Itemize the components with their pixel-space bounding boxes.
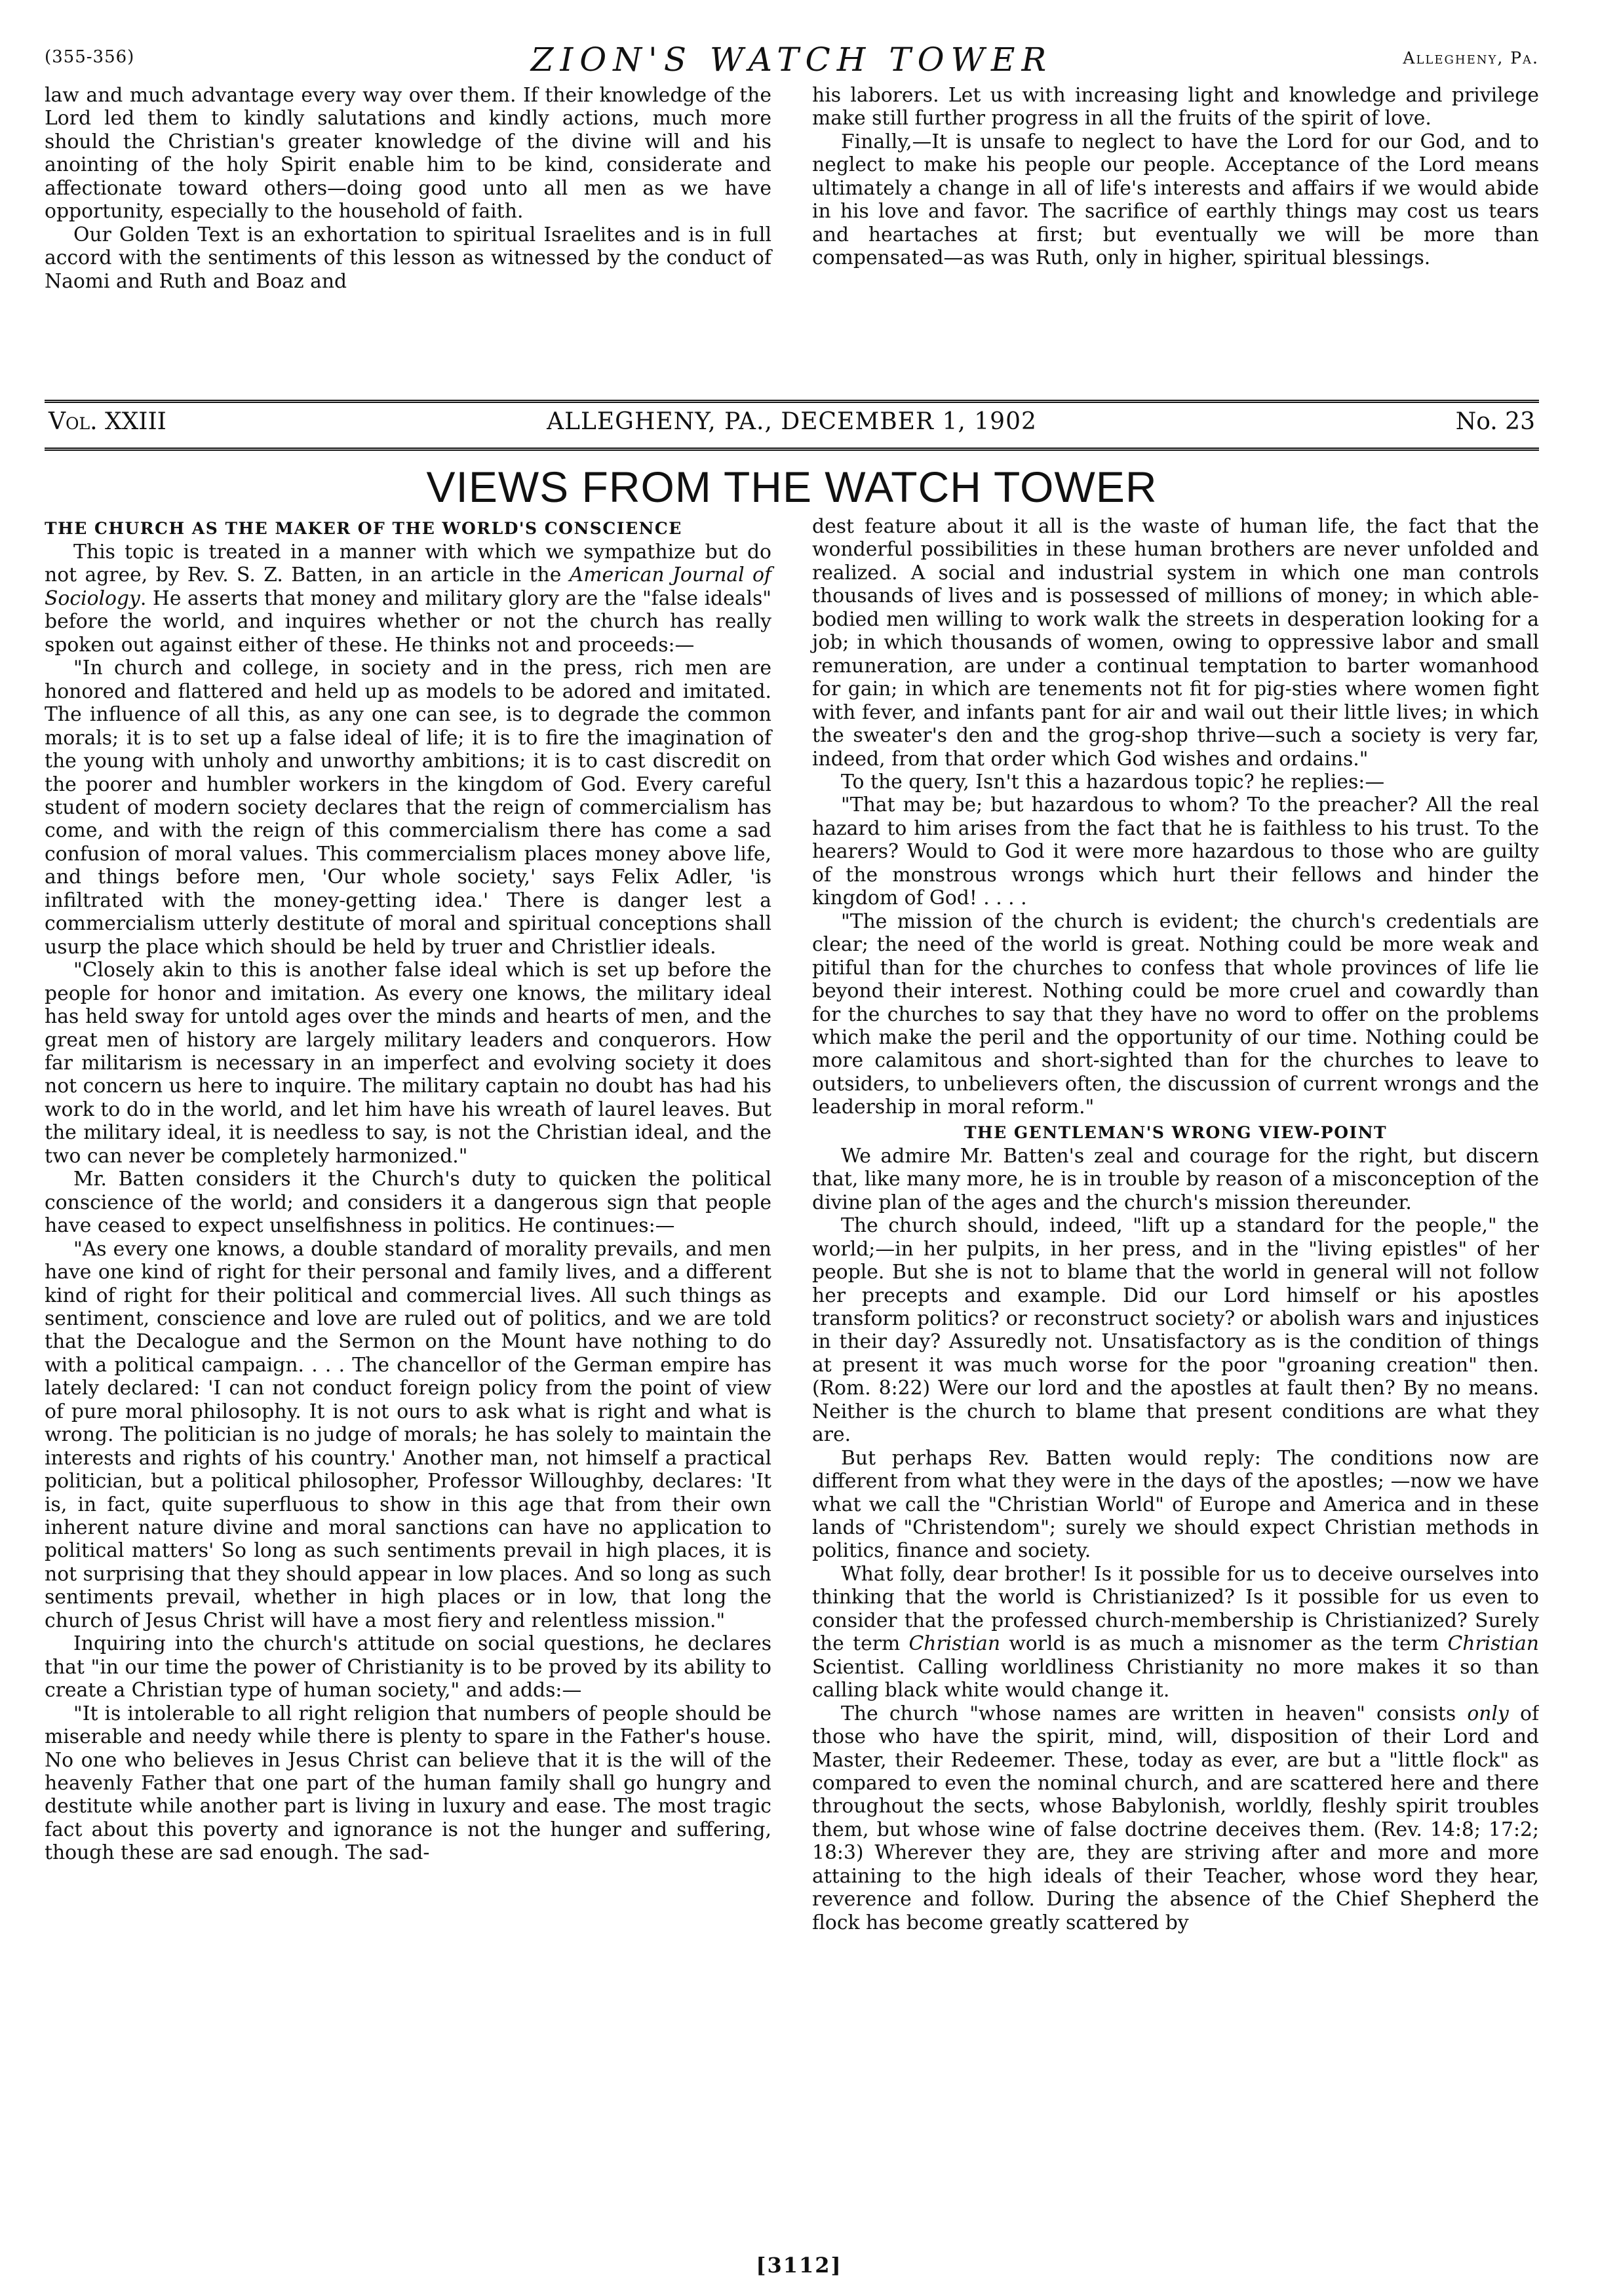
quotation: "The mission of the church is evident; the church's credentials are clear; the need of the world is great. Nothing could be more weak and pitiful than for the churches to confess that whole provinces of life lie beyond their interest. Nothing could be more cruel and cowardly than for the churches to say that they have no word to offer on the problems which make the peril and the opportunity of our time. Nothing could be more calamitous and short-sighted than for the churches to leave to outsiders, to unbelievers often, the discussion of current wrongs and the leadership in moral reform."	[812, 909, 1539, 1119]
emphasis: only	[1467, 1702, 1509, 1725]
main-column-right	[812, 515, 1539, 2225]
top-column-left	[45, 84, 771, 392]
paragraph: law and much advantage every way over them. If their knowledge of the Lord led them to kindly salutations and kindly actions, much more should the Christian's greater knowledge of the divine will and his anointing of the holy Spirit enable him to be kind, considerate and affectionate toward others—doing good unto all men as we have opportunity, especially to the household of faith.	[45, 84, 771, 223]
text-run: of those who have the spirit, mind, will, disposition of their Lord and Master, their Redeemer. These, today as ever, are but a "little flock" as compared to even the nominal church, and are scattered here and there throughout the sects, whose Babylonish, worldly, fleshly spirit troubles them, but whose wine of false doctrine deceives them. (Rev. 14:8; 17:2; 18:3) Wherever they are, they are striving after and more and more attaining to the high ideals of their Teacher, whose word they hear, reverence and follow. During the absence of the Chief Shepherd the flock has become greatly scattered by	[812, 1702, 1539, 1934]
volume-label: Vol. XXIII	[49, 408, 166, 435]
main-column-left	[45, 515, 771, 2225]
paragraph	[812, 1702, 1539, 1935]
page-number: [3112]	[756, 2253, 842, 2278]
subsection-heading: THE GENTLEMAN'S WRONG VIEW-POINT	[964, 1122, 1388, 1142]
quotation: "Closely akin to this is another false ideal which is set up before the people for honor and imitation. As every one knows, the military ideal has held sway for untold ages over the minds and hearts of men, and the great men of history are largely military leaders and conquerors. How far militarism is necessary in an imperfect and evolving society it does not concern us here to inquire. The military captain no doubt has had his work to do in the world, and let him have his wreath of laurel leaves. But the military ideal, it is needless to say, is not the Christian ideal, and the two can never be completely harmonized."	[45, 959, 771, 1168]
paragraph: Mr. Batten considers it the Church's duty to quicken the political conscience of the world; and considers it a dangerous sign that people have ceased to expect unselfishness in politics. He continues:—	[45, 1168, 771, 1238]
paragraph: dest feature about it all is the waste of human life, the fact that the wonderful possibilities in these human brothers are never unfolded and realized. A social and industrial system in which one man controls thousands of lives and is possessed of millions of money; in which able-bodied men willing to work walk the streets in desperation looking for a job; in which thousands of women, owing to oppressive labor and small remuneration, are under a continual temptation to barter womanhood for gain; in which are tenements not fit for pig-sties where women fight with fever, and infants pant for air and wail out their little lives; in which the sweater's den and the grog-shop thrive—such a society is very far, indeed, from that order which God wishes and ordains."	[812, 515, 1539, 771]
emphasis: Christian	[1447, 1632, 1539, 1656]
text-run: Scientist. Calling worldliness Christianity no more makes it so than calling black white would change it.	[812, 1655, 1539, 1702]
paragraph: Our Golden Text is an exhortation to spiritual Israelites and is in full accord with the sentiments of this lesson as witnessed by the conduct of Naomi and Ruth and Boaz and	[45, 223, 771, 293]
publication-place: Allegheny, Pa.	[1403, 48, 1539, 67]
text-run: world is as much a misnomer as the term	[1000, 1632, 1448, 1656]
page-range: (355-356)	[45, 47, 135, 67]
text-run: The church "whose names are written in heaven" consists	[841, 1702, 1468, 1725]
article-heading: THE CHURCH AS THE MAKER OF THE WORLD'S CONSCIENCE	[45, 519, 682, 538]
text-run: This topic is treated in a manner with which we sympathize but do not agree, by Rev. S. Z. Batten, in an article in the	[45, 541, 771, 587]
dateline: ALLEGHENY, PA., DECEMBER 1, 1902	[547, 408, 1037, 435]
continued-article	[45, 84, 1539, 392]
paragraph	[812, 1563, 1539, 1702]
emphasis: Christian	[908, 1632, 1001, 1656]
text-run: What folly, dear brother! Is it possible for us to deceive ourselves into thinking that the world is Christianized? Is it possible for us even to consider that the professed church-membership is Christianized? Surely the term	[812, 1562, 1539, 1656]
quotation: "In church and college, in society and in the press, rich men are honored and flattered and held up as models to be adored and imitated. The influence of all this, as any one can see, is to degrade the common morals; it is to set up a false ideal of life; it is to fire the imagination of the young with unholy and unworthy ambitions; it is to cast discredit on the poorer and humbler workers in the kingdom of God. Every careful student of modern society declares that the reign of commercialism has come, and with the reign of this commercialism there has come a sad confusion of moral values. This commercialism places money above life, and things before men, 'Our whole society,' says Felix Adler, 'is infiltrated with the money-getting idea.' There is danger lest a commercialism utterly destitute of moral and spiritual conceptions shall usurp the place which should be held by truer and Christlier ideals.	[45, 657, 771, 959]
section-title: VIEWS FROM THE WATCH TOWER	[426, 463, 1158, 511]
quotation: "It is intolerable to all right religion that numbers of people should be miserable and needy while there is plenty to spare in the Father's house. No one who believes in Jesus Christ can believe that it is the will of the heavenly Father that one part of the human family shall go hungry and destitute while another part is living in luxury and ease. The most tragic fact about this poverty and ignorance is not the hunger and suffering, though these are sad enough. The sad-	[45, 1702, 771, 1865]
paragraph: We admire Mr. Batten's zeal and courage for the right, but discern that, like many more, he is in trouble by reason of a misconception of the divine plan of the ages and the church's mission thereunder.	[812, 1144, 1539, 1214]
masthead	[45, 400, 1539, 451]
paragraph: To the query, Isn't this a hazardous topic? he replies:—	[841, 770, 1385, 794]
issue-number: No. 23	[1455, 408, 1535, 435]
running-head	[45, 41, 1539, 84]
paragraph: The church should, indeed, "lift up a standard for the people," the world;—in her pulpits, in her press, and in the "living epistles" of her people. But she is not to blame that the world in general will not follow her precepts and example. Did our Lord himself or his apostles transform politics? or reconstruct society? or abolish wars and injustices in their day? Assuredly not. Unsatisfactory as is the condition of things at present it was much worse for the poor "groaning creation" then. (Rom. 8:22) Were our lord and the apostles at fault then? By no means. Neither is the church to blame that present conditions are what they are.	[812, 1214, 1539, 1447]
publication-title: ZION'S WATCH TOWER	[530, 41, 1053, 79]
quotation: "That may be; but hazardous to whom? To the preacher? All the real hazard to him arises from the fact that he is faithless to his trust. To the hearers? Would to God it were more hazardous to those who are guilty of the monstrous wrongs which hurt their fellows and hinder the kingdom of God! . . . .	[812, 794, 1539, 910]
text-run: . He asserts that money and military glory are the "false ideals" before the world, and inquires whether or not the church has really spoken out against either of these. He thinks not and proceeds:—	[45, 586, 771, 657]
journal-name: American Journal of Sociology	[45, 564, 771, 610]
paragraph: Inquiring into the church's attitude on social questions, he declares that "in our time the power of Christianity is to be proved by its ability to create a Christian type of human society," and adds:—	[45, 1632, 771, 1702]
paragraph: his laborers. Let us with increasing light and knowledge and privilege make still further progress in all the fruits of the spirit of love.	[812, 84, 1539, 130]
paragraph	[45, 541, 771, 657]
quotation: "As every one knows, a double standard of morality prevails, and men have one kind of right for their personal and family lives, and a different kind of right for their political and commercial lives. All such things as sentiment, conscience and love are ruled out of politics, and we are told that the Decalogue and the Sermon on the Mount have nothing to do with a political campaign. . . . The chancellor of the German empire has lately declared: 'I can not conduct foreign policy from the point of view of pure moral philosophy. It is not ours to ask what is right and what is wrong. The politician is no judge of morals; he has solely to maintain the interests and rights of his country.' Another man, not himself a practical politician, but a political philosopher, Professor Willoughby, declares: 'It is, in fact, quite superfluous to show in this age that from their own inherent nature divine and moral sanctions can have no application to political matters' So long as such sentiments prevail in high places, it is not surprising that they should appear in low places. And so long as such sentiments prevail, whether in high places or in low, that long the church of Jesus Christ will have a most fiery and relentless mission."	[45, 1237, 771, 1632]
main-article	[45, 515, 1539, 2225]
top-column-right	[812, 84, 1539, 392]
paragraph: But perhaps Rev. Batten would reply: The conditions now are different from what they were in the days of the apostles; —now we have what we call the "Christian World" of Europe and America and in these lands of "Christendom"; surely we should expect Christian methods in politics, finance and society.	[812, 1446, 1539, 1563]
paragraph: Finally,—It is unsafe to neglect to have the Lord for our God, and to neglect to make his people our people. Acceptance of the Lord means ultimately a change in all of life's interests and affairs if we would abide in his love and favor. The sacrifice of earthly things may cost us tears and heartaches at first; but eventually we will be more than compensated—as was Ruth, only in higher, spiritual blessings.	[812, 130, 1539, 270]
